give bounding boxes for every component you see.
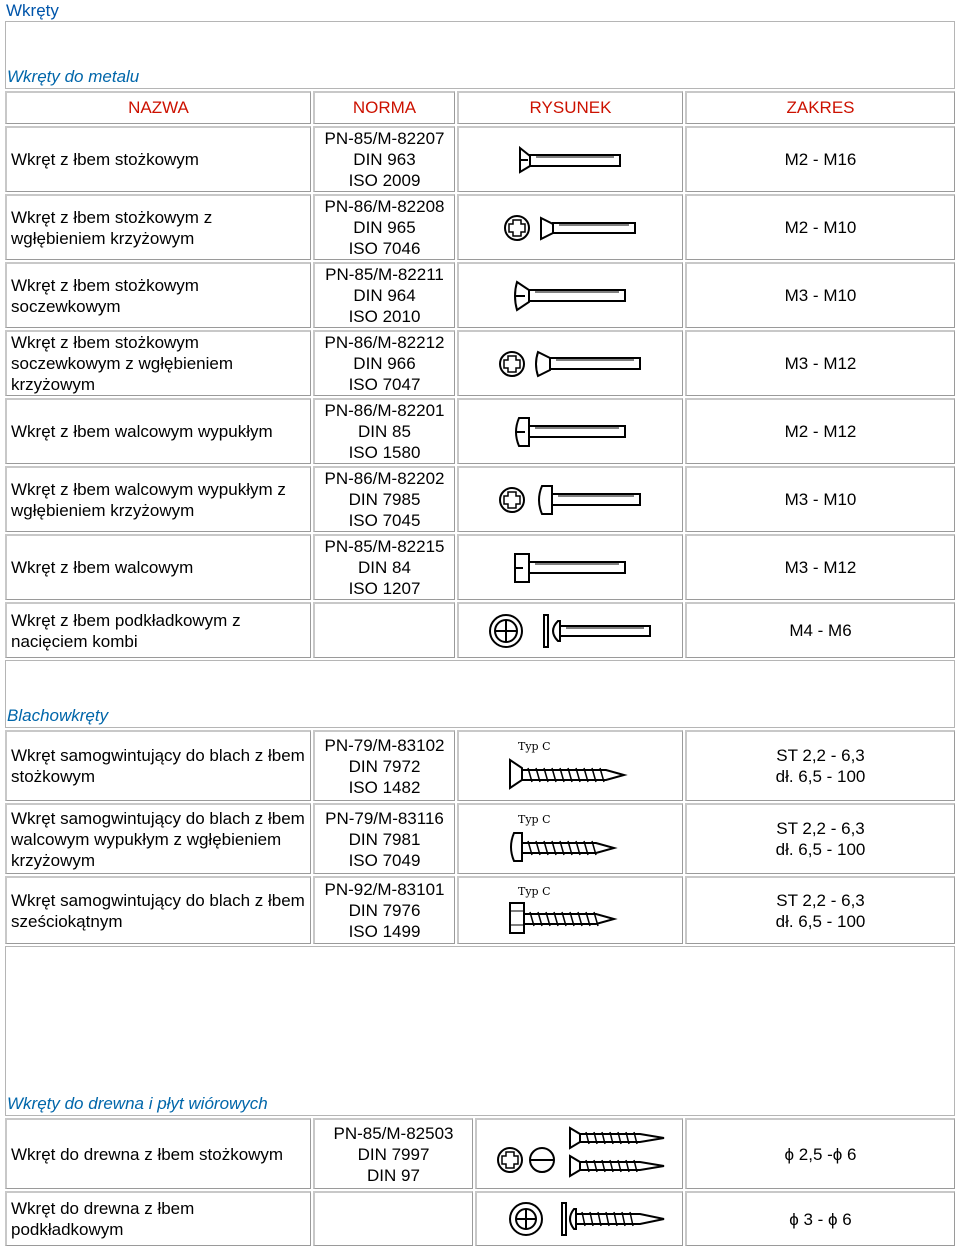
phillips-pan-head-screw-icon — [496, 480, 646, 520]
metal-section-title-box — [5, 21, 955, 89]
metal-row-7-name: Wkręt z łbem walcowym — [5, 534, 311, 600]
wood-section-title: Wkręty do drewna i płyt wiórowych — [7, 1094, 268, 1113]
metal-row-6-name: Wkręt z łbem walcowym wypukłym z wgłębieniem krzyżowym — [5, 466, 311, 532]
sheet-row-2-name: Wkręt samogwintujący do blach z łbem walcowym wypukłym z wgłębieniem krzyżowym — [5, 803, 311, 874]
combi-washer-head-screw-icon — [486, 611, 656, 651]
metal-row-1-norma: PN-85/M-82207 DIN 963 ISO 2009 — [313, 126, 455, 192]
phillips-raised-countersunk-screw-icon — [496, 346, 646, 382]
metal-row-2-drawing — [457, 194, 683, 260]
wood-row-1-norma: PN-85/M-82503 DIN 7997 DIN 97 — [313, 1118, 473, 1189]
metal-row-8-drawing — [457, 602, 683, 658]
sheet-row-1-drawing — [457, 730, 683, 801]
sheet-row-3-name: Wkręt samogwintujący do blach z łbem sześciokątnym — [5, 876, 311, 944]
page-title-bar — [0, 0, 960, 22]
sheet-row-2-norma: PN-79/M-83116 DIN 7981 ISO 7049 — [313, 803, 455, 874]
sheet-row-3-drawing — [457, 876, 683, 944]
metal-row-4-drawing — [457, 330, 683, 396]
sheet-row-3-norma: PN-92/M-83101 DIN 7976 ISO 1499 — [313, 876, 455, 944]
metal-row-3-name: Wkręt z łbem stożkowym soczewkowym — [5, 262, 311, 328]
wood-section-title-box — [5, 946, 955, 1116]
metal-row-5-name: Wkręt z łbem walcowym wypukłym — [5, 398, 311, 464]
wood-row-1-name: Wkręt do drewna z łbem stożkowym — [5, 1118, 311, 1189]
wood-row-2-zakres: ϕ 3 - ϕ 6 — [685, 1191, 955, 1246]
metal-row-3-drawing — [457, 262, 683, 328]
metal-row-5-norma: PN-86/M-82201 DIN 85 ISO 1580 — [313, 398, 455, 464]
header-norma: NORMA — [313, 91, 455, 124]
sheet-row-1-type-label: Typ C — [517, 740, 551, 753]
metal-row-7-norma: PN-85/M-82215 DIN 84 ISO 1207 — [313, 534, 455, 600]
metal-row-4-norma: PN-86/M-82212 DIN 966 ISO 7047 — [313, 330, 455, 396]
metal-row-6-drawing — [457, 466, 683, 532]
metal-row-2-name: Wkręt z łbem stożkowym z wgłębieniem krzyżowym — [5, 194, 311, 260]
page-title: Wkręty — [6, 1, 59, 20]
wood-row-2-drawing — [475, 1191, 683, 1246]
metal-row-1-name: Wkręt z łbem stożkowym — [5, 126, 311, 192]
metal-row-7-zakres: M3 - M12 — [685, 534, 955, 600]
self-tapping-hex-head-screw-icon — [506, 883, 636, 939]
metal-row-5-drawing — [457, 398, 683, 464]
sheet-row-2-type-label: Typ C — [517, 813, 551, 826]
sheet-section-title-box — [5, 660, 955, 728]
wood-screw-washer-head-icon — [490, 1197, 670, 1241]
sheet-row-1-name: Wkręt samogwintujący do blach z łbem stożkowym — [5, 730, 311, 801]
metal-row-6-norma: PN-86/M-82202 DIN 7985 ISO 7045 — [313, 466, 455, 532]
self-tapping-countersunk-screw-icon — [506, 738, 636, 794]
sheet-row-1-norma: PN-79/M-83102 DIN 7972 ISO 1482 — [313, 730, 455, 801]
self-tapping-pan-head-screw-icon — [506, 811, 636, 867]
metal-row-6-zakres: M3 - M10 — [685, 466, 955, 532]
metal-row-1-drawing — [457, 126, 683, 192]
sheet-section-title: Blachowkręty — [7, 706, 109, 725]
metal-row-7-drawing — [457, 534, 683, 600]
wood-row-2-name: Wkręt do drewna z łbem podkładkowym — [5, 1191, 311, 1246]
slotted-countersunk-screw-icon — [516, 142, 626, 178]
metal-row-8-zakres: M4 - M6 — [685, 602, 955, 658]
header-rysunek: RYSUNEK — [457, 91, 683, 124]
metal-row-8-name: Wkręt z łbem podkładkowym z nacięciem kombi — [5, 602, 311, 658]
metal-row-3-norma: PN-85/M-82211 DIN 964 ISO 2010 — [313, 262, 455, 328]
sheet-row-3-zakres: ST 2,2 - 6,3 dł. 6,5 - 100 — [685, 876, 955, 944]
phillips-countersunk-screw-icon — [501, 210, 641, 246]
sheet-row-2-zakres: ST 2,2 - 6,3 dł. 6,5 - 100 — [685, 803, 955, 874]
slotted-cheese-head-screw-icon — [511, 548, 631, 588]
metal-row-5-zakres: M2 - M12 — [685, 398, 955, 464]
wood-screw-countersunk-icon — [490, 1124, 670, 1184]
metal-row-2-zakres: M2 - M10 — [685, 194, 955, 260]
metal-row-4-name: Wkręt z łbem stożkowym soczewkowym z wgłębieniem krzyżowym — [5, 330, 311, 396]
metal-row-2-norma: PN-86/M-82208 DIN 965 ISO 7046 — [313, 194, 455, 260]
metal-section-title: Wkręty do metalu — [7, 67, 140, 86]
wood-row-1-drawing — [475, 1118, 683, 1189]
metal-row-4-zakres: M3 - M12 — [685, 330, 955, 396]
metal-row-3-zakres: M3 - M10 — [685, 262, 955, 328]
header-nazwa: NAZWA — [5, 91, 311, 124]
wood-row-2-norma — [313, 1191, 473, 1246]
sheet-row-3-type-label: Typ C — [517, 884, 551, 898]
metal-row-8-norma — [313, 602, 455, 658]
sheet-row-1-zakres: ST 2,2 - 6,3 dł. 6,5 - 100 — [685, 730, 955, 801]
slotted-pan-head-screw-icon — [511, 412, 631, 452]
sheet-row-2-drawing — [457, 803, 683, 874]
header-zakres: ZAKRES — [685, 91, 955, 124]
wood-row-1-zakres: ϕ 2,5 -ϕ 6 — [685, 1118, 955, 1189]
metal-row-1-zakres: M2 - M16 — [685, 126, 955, 192]
slotted-raised-countersunk-screw-icon — [511, 276, 631, 316]
